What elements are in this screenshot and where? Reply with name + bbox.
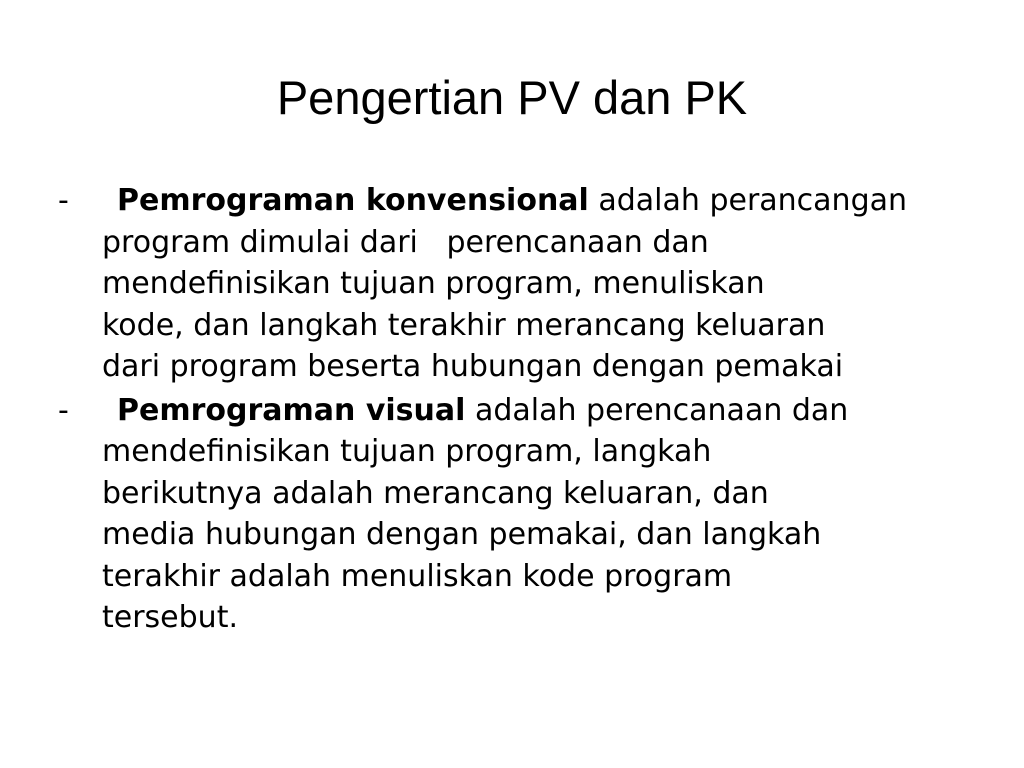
bullet-item-visual (58, 390, 988, 639)
bullet-line: berikutnya adalah merancang keluaran, dan (102, 475, 769, 511)
bullet-line: dari program beserta hubungan dengan pemakai (102, 349, 844, 384)
slide-body (58, 180, 988, 641)
bullet-line-text: adalah perencanaan dan (465, 392, 849, 428)
bullet-line-text: adalah perancangan (588, 183, 908, 218)
bullet-dash: - (58, 392, 69, 428)
bullet-line: terakhir adalah menuliskan kode program (102, 558, 733, 594)
bullet-line: mendefinisikan tujuan program, langkah (102, 434, 712, 469)
bullet-line (117, 180, 988, 222)
bullet-term: Pemrograman visual (117, 392, 466, 428)
bullet-line: mendefinisikan tujuan program, menuliskan (102, 266, 765, 301)
bullet-line (117, 390, 988, 432)
bullet-term: Pemrograman konvensional (117, 183, 589, 218)
bullet-line: kode, dan langkah terakhir merancang keluaran (102, 307, 826, 343)
bullet-line: media hubungan dengan pemakai, dan langkah (102, 517, 822, 552)
bullet-line: tersebut. (102, 600, 238, 635)
bullet-item-conventional (58, 180, 988, 388)
bullet-dash: - (58, 183, 69, 218)
slide-title: Pengertian PV dan PK (276, 71, 748, 124)
bullet-line: program dimulai dari perencanaan dan (102, 224, 709, 260)
